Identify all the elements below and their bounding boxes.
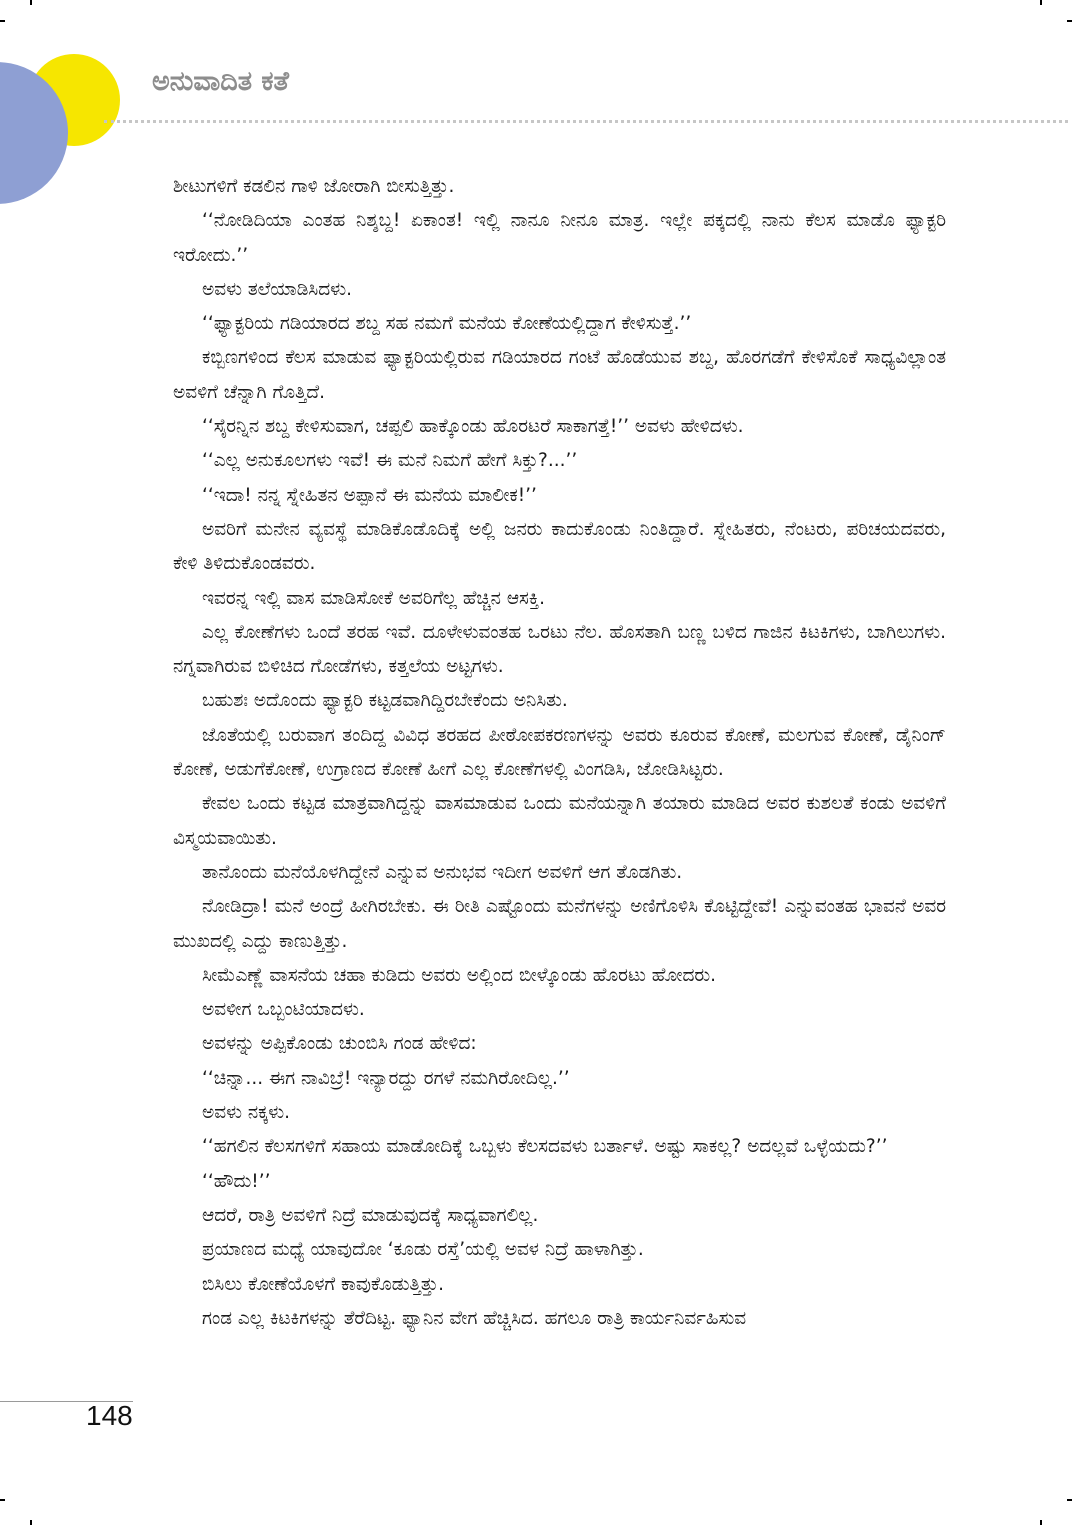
paragraph: ಬಹುಶಃ ಅದೊಂದು ಫ್ಯಾಕ್ಟರಿ ಕಟ್ಟಡವಾಗಿದ್ದಿರಬೇಕೆಂದು ಅನಿಸಿತು. — [202, 690, 568, 712]
crop-mark-right-upper — [1067, 20, 1072, 22]
paragraph: ಅವಳು ನಕ್ಕಳು. — [202, 1102, 291, 1124]
crop-mark-right-lower — [1067, 1499, 1072, 1501]
crop-mark-bottom-left — [30, 1520, 32, 1525]
paragraph: ಸೀಮೆಎಣ್ಣೆ ವಾಸನೆಯ ಚಹಾ ಕುಡಿದು ಅವರು ಅಲ್ಲಿಂದ ಬೀಳ್ಕೊಂಡು ಹೊರಟು ಹೋದರು. — [202, 964, 716, 986]
paragraph: ಅವಳನ್ನು ಅಪ್ಪಿಕೊಂಡು ಚುಂಬಿಸಿ ಗಂಡ ಹೇಳಿದ: — [202, 1033, 477, 1055]
paragraph: ‘‘ಎಲ್ಲ ಅನುಕೂಲಗಳು ಇವೆ! ಈ ಮನೆ ನಿಮಗೆ ಹೇಗೆ ಸಿಕ್ತು?...’’ — [202, 450, 578, 472]
paragraph: ಕಬ್ಬಿಣಗಳಿಂದ ಕೆಲಸ ಮಾಡುವ ಫ್ಯಾಕ್ಟರಿಯಲ್ಲಿರುವ ಗಡಿಯಾರದ ಗಂಟೆ ಹೊಡೆಯುವ ಶಬ್ದ, ಹೊರಗಡೆಗೆ ಕೇಳಿಸೊಕೆ ಸಾಧ್ಯವಿಲ್ಲಾಂತ ಅವಳಿಗೆ ಚೆನ್ನಾಗಿ ಗೊತ್ತಿದೆ. — [173, 347, 946, 403]
page-number: 148 — [86, 1400, 133, 1431]
paragraph: ಬಿಸಿಲು ಕೋಣೆಯೊಳಗೆ ಕಾವುಕೊಡುತ್ತಿತ್ತು. — [202, 1273, 444, 1295]
paragraph: ‘‘ನೋಡಿದಿಯಾ ಎಂತಹ ನಿಶ್ಶಬ್ದ! ಏಕಾಂತ! ಇಲ್ಲಿ ನಾನೂ ನೀನೂ ಮಾತ್ರ. ಇಲ್ಲೇ ಪಕ್ಕದಲ್ಲಿ ನಾನು ಕೆಲಸ ಮಾಡೊ ಫ್ಯಾಕ್ಟರಿ ಇರೋದು.’’ — [173, 210, 946, 266]
crop-mark-left-lower — [0, 1499, 5, 1501]
paragraph: ‘‘ಫ್ಯಾಕ್ಟರಿಯ ಗಡಿಯಾರದ ಶಬ್ದ ಸಹ ನಮಗೆ ಮನೆಯ ಕೋಣೆಯಲ್ಲಿದ್ದಾಗ ಕೇಳಿಸುತ್ತೆ.’’ — [202, 313, 692, 335]
paragraph: ಅವಳು ತಲೆಯಾಡಿಸಿದಳು. — [202, 278, 352, 300]
header-dotted-divider — [104, 120, 1068, 123]
section-title: ಅನುವಾದಿತ ಕತೆ — [152, 66, 289, 97]
paragraph: ಶೀಟುಗಳಿಗೆ ಕಡಲಿನ ಗಾಳಿ ಜೋರಾಗಿ ಬೀಸುತ್ತಿತ್ತು. — [173, 176, 455, 197]
paragraph: ಜೊತೆಯಲ್ಲಿ ಬರುವಾಗ ತಂದಿದ್ದ ವಿವಿಧ ತರಹದ ಪೀಠೋಪಕರಣಗಳನ್ನು ಅವರು ಕೂರುವ ಕೋಣೆ, ಮಲಗುವ ಕೋಣೆ, ಡೈನಿಂಗ್ ಕೋಣೆ, ಅಡುಗೆಕೋಣೆ, ಉಗ್ರಾಣದ ಕೋಣೆ ಹೀಗೆ ಎಲ್ಲ ಕೋಣೆಗಳಲ್ಲಿ ವಿಂಗಡಿಸಿ, ಜೋಡಿಸಿಟ್ಟರು. — [173, 724, 946, 781]
crop-mark-bottom-right — [1040, 1520, 1042, 1525]
story-text — [173, 170, 946, 1336]
paragraph: ಇವರನ್ನ ಇಲ್ಲಿ ವಾಸ ಮಾಡಿಸೋಕೆ ಅವರಿಗೆಲ್ಲ ಹೆಚ್ಚಿನ ಆಸಕ್ತಿ. — [202, 587, 545, 609]
paragraph: ಕೇವಲ ಒಂದು ಕಟ್ಟಡ ಮಾತ್ರವಾಗಿದ್ದನ್ನು ವಾಸಮಾಡುವ ಒಂದು ಮನೆಯನ್ನಾಗಿ ತಯಾರು ಮಾಡಿದ ಅವರ ಕುಶಲತೆ ಕಂಡು ಅವಳಿಗೆ ವಿಸ್ಮಯವಾಯಿತು. — [173, 793, 946, 849]
paragraph: ‘‘ಸೈರನ್ನಿನ ಶಬ್ದ ಕೇಳಿಸುವಾಗ, ಚಪ್ಪಲಿ ಹಾಕ್ಕೊಂಡು ಹೊರಟರೆ ಸಾಕಾಗತ್ತೆ!’’ ಅವಳು ಹೇಳಿದಳು. — [202, 416, 744, 438]
crop-mark-top-right — [1040, 0, 1042, 5]
paragraph: ಪ್ರಯಾಣದ ಮಧ್ಯೆ ಯಾವುದೋ ‘ಕೂಡು ರಸ್ತೆ’ಯಲ್ಲಿ ಅವಳ ನಿದ್ರೆ ಹಾಳಾಗಿತ್ತು. — [202, 1239, 644, 1261]
paragraph: ‘‘ಹಗಲಿನ ಕೆಲಸಗಳಿಗೆ ಸಹಾಯ ಮಾಡೋದಿಕ್ಕೆ ಒಬ್ಬಳು ಕೆಲಸದವಳು ಬರ್ತಾಳೆ. ಅಷ್ಟು ಸಾಕಲ್ಲ? ಅದಲ್ಲವೆ ಒಳ್ಳೆಯದು?’’ — [202, 1136, 888, 1158]
paragraph: ತಾನೊಂದು ಮನೆಯೊಳಗಿದ್ದೇನೆ ಎನ್ನುವ ಅನುಭವ ಇದೀಗ ಅವಳಿಗೆ ಆಗ ತೊಡಗಿತು. — [202, 861, 683, 883]
paragraph: ‘‘ಇದಾ! ನನ್ನ ಸ್ನೇಹಿತನ ಅಪ್ಪಾನೆ ಈ ಮನೆಯ ಮಾಲೀಕ!’’ — [202, 484, 537, 506]
crop-mark-left-upper — [0, 20, 5, 22]
paragraph: ಅವಳೀಗ ಒಬ್ಬಂಟಿಯಾದಳು. — [202, 999, 365, 1021]
paragraph: ಆದರೆ, ರಾತ್ರಿ ಅವಳಿಗೆ ನಿದ್ರೆ ಮಾಡುವುದಕ್ಕೆ ಸಾಧ್ಯವಾಗಲಿಲ್ಲ. — [202, 1204, 539, 1226]
paragraph: ಅವರಿಗೆ ಮನೇನ ವ್ಯವಸ್ಥೆ ಮಾಡಿಕೊಡೊದಿಕ್ಕೆ ಅಲ್ಲಿ ಜನರು ಕಾದುಕೊಂಡು ನಿಂತಿದ್ದಾರೆ. ಸ್ನೇಹಿತರು, ನೆಂಟರು, ಪರಿಚಯದವರು, ಕೇಳಿ ತಿಳಿದುಕೊಂಡವರು. — [173, 518, 946, 575]
paragraph: ಗಂಡ ಎಲ್ಲ ಕಿಟಕಿಗಳನ್ನು ತೆರೆದಿಟ್ಟ. ಫ್ಯಾನಿನ ವೇಗ ಹೆಚ್ಚಿಸಿದ. ಹಗಲೂ ರಾತ್ರಿ ಕಾರ್ಯನಿರ್ವಹಿಸುವ — [202, 1307, 747, 1329]
paragraph: ‘‘ಚಿನ್ನಾ... ಈಗ ನಾವಿಬ್ರೆ! ಇನ್ಯಾರದ್ದು ರಗಳೆ ನಮಗಿರೋದಿಲ್ಲ.’’ — [202, 1067, 570, 1089]
paragraph: ನೋಡಿದ್ರಾ! ಮನೆ ಅಂದ್ರೆ ಹೀಗಿರಬೇಕು. ಈ ರೀತಿ ಎಷ್ಟೊಂದು ಮನೆಗಳನ್ನು ಅಣಿಗೊಳಿಸಿ ಕೊಟ್ಟಿದ್ದೇವೆ! ಎನ್ನುವಂತಹ ಭಾವನೆ ಅವರ ಮುಖದಲ್ಲಿ ಎದ್ದು ಕಾಣುತ್ತಿತ್ತು. — [173, 896, 946, 952]
paragraph: ‘‘ಹೌದು!’’ — [202, 1170, 271, 1192]
crop-mark-top-left — [30, 0, 32, 5]
paragraph: ಎಲ್ಲ ಕೋಣೆಗಳು ಒಂದೆ ತರಹ ಇವೆ. ದೂಳೇಳುವಂತಹ ಒರಟು ನೆಲ. ಹೊಸತಾಗಿ ಬಣ್ಣ ಬಳಿದ ಗಾಜಿನ ಕಿಟಕಿಗಳು, ಬಾಗಿಲುಗಳು. ನಗ್ನವಾಗಿರುವ ಬಿಳಿಚಿದ ಗೋಡೆಗಳು, ಕತ್ತಲೆಯ ಅಟ್ಟಗಳು. — [173, 621, 946, 678]
